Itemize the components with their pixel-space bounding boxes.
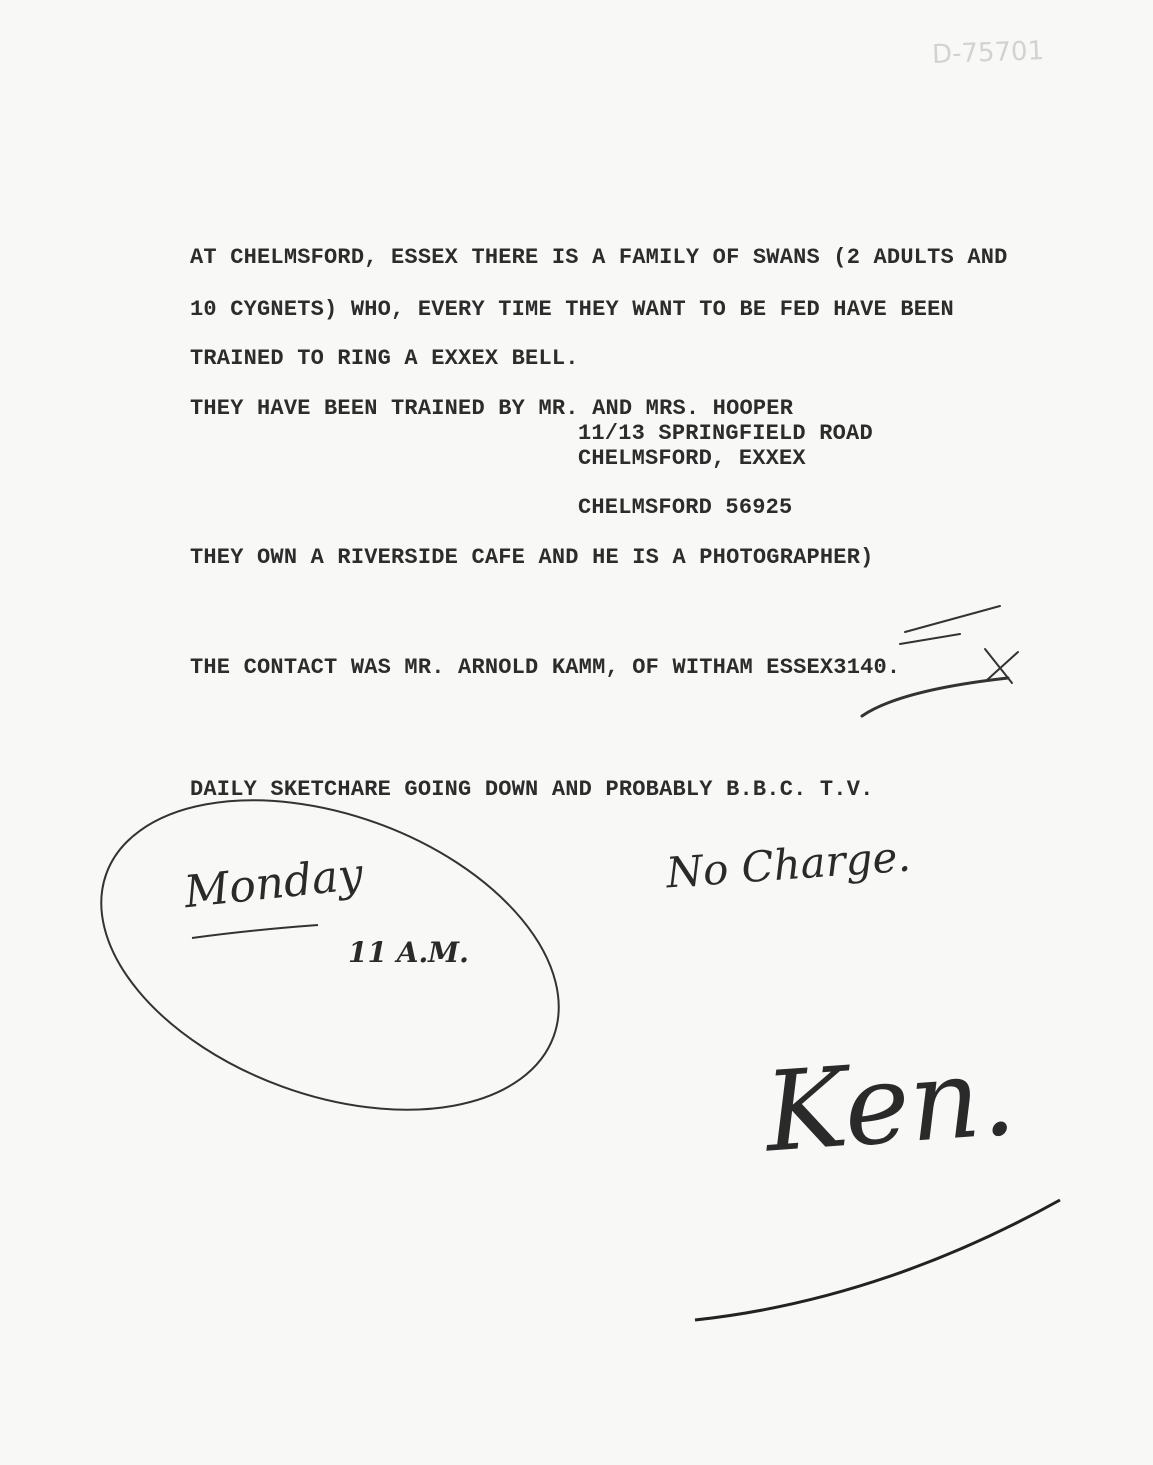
reference-stamp: D-75701 [931, 36, 1045, 70]
handwritten-signature: Ken. [760, 1031, 1020, 1177]
circled-note-ellipse [58, 742, 601, 1168]
typed-address-line-2: CHELMSFORD, EXXEX [578, 446, 806, 471]
handwritten-charge-note: No Charge. [664, 831, 913, 898]
handwritten-day: Monday [181, 848, 366, 919]
typed-line-2: 10 CYGNETS) WHO, EVERY TIME THEY WANT TO BE FED HAVE BEEN [190, 297, 954, 322]
typed-line-4: THEY HAVE BEEN TRAINED BY MR. AND MRS. HOOPER [190, 396, 794, 421]
pen-stroke-marks [862, 606, 1018, 716]
typed-line-1: AT CHELMSFORD, ESSEX THERE IS A FAMILY OF SWANS (2 ADULTS AND [190, 245, 1008, 270]
typed-address-line-1: 11/13 SPRINGFIELD ROAD [578, 421, 873, 446]
underline-stroke [192, 925, 318, 938]
signature-underline [695, 1200, 1060, 1320]
typed-phone-line: CHELMSFORD 56925 [578, 495, 793, 520]
typed-line-8: THEY OWN A RIVERSIDE CAFE AND HE IS A PHOTOGRAPHER) [190, 545, 874, 570]
typed-line-3: TRAINED TO RING A EXXEX BELL. [190, 346, 579, 371]
typed-line-10: DAILY SKETCHARE GOING DOWN AND PROBABLY B.B.C. T.V. [190, 777, 874, 802]
handwritten-time: 11 A.M. [348, 936, 469, 969]
typed-contact-line: THE CONTACT WAS MR. ARNOLD KAMM, OF WITHAM ESSEX3140. [190, 655, 901, 680]
